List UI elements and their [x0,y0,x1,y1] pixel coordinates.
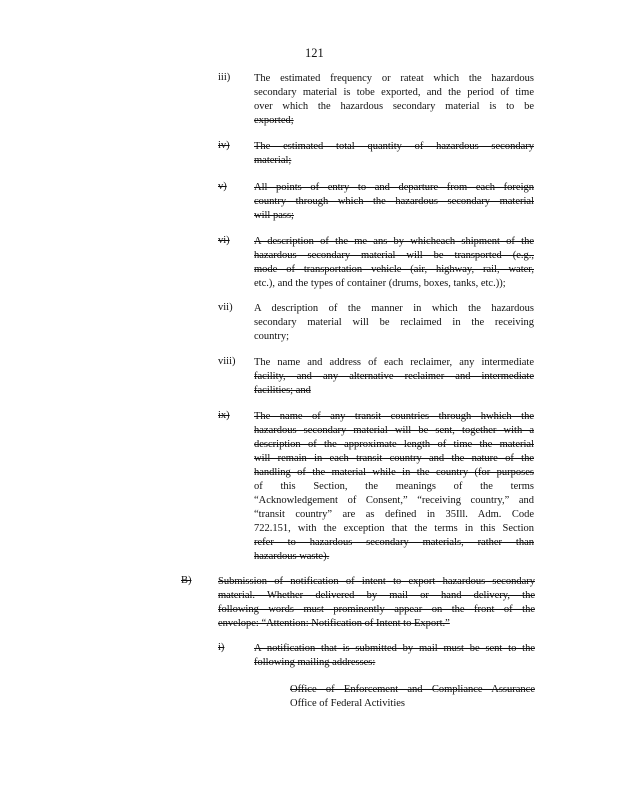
list-item-1-label: iii) [218,72,231,83]
list-item-7-line: hazardous waste). [254,551,330,562]
list-item-7-line: 722.151, with the exception that the terms in this Section [254,523,534,534]
list-item-1-line: secondary material is tobe exported, and the period of time [254,87,534,98]
list-item-4-line: mode of transportation vehicle (air, highway, rail, water, [254,264,534,275]
list-item-6-line: facilities; and [254,385,311,396]
list-item-6-text [254,356,534,398]
list-item-4-line: A description of the me ans by whicheach shipment of the [254,236,534,247]
section-b-line: following words must prominently appear on the front of the [218,604,535,615]
mailing-address-text [290,683,535,711]
list-item-3-label: v) [218,181,227,192]
list-item-2-line: material; [254,155,292,166]
list-item-2-text [254,140,534,168]
list-item-5-text [254,302,534,344]
section-b-label: B) [181,575,192,586]
list-item-2-line: The estimated total quantity of hazardous secondary [254,141,534,152]
list-item-1-text [254,72,534,128]
subsection-i-text [254,642,535,670]
list-item-4-text [254,235,534,291]
list-item-7-line: of this Section, the meanings of the terms [254,481,534,492]
subsection-i-line: A notification that is submitted by mail must be sent to the [254,643,535,654]
section-b-line: material. Whether delivered by mail or hand delivery, the [218,590,535,601]
mailing-address-line: Office of Federal Activities [290,698,405,709]
list-item-3-line: will pass; [254,210,294,221]
list-item-7-line: handling of the material while in the country (for purposes [254,467,534,478]
list-item-7-label: ix) [218,410,230,421]
list-item-4-line: etc.), and the types of container (drums, boxes, tanks, etc.)); [254,278,506,289]
section-b-text [218,575,535,631]
list-item-5-line: secondary material will be reclaimed in the receiving [254,317,534,328]
subsection-i-line: following mailing addresses: [254,657,376,668]
list-item-3-line: All points of entry to and departure from each foreign [254,182,534,193]
list-item-4-line: hazardous secondary material will be transported (e.g., [254,250,534,261]
list-item-7-line: The name of any transit countries through hwhich the [254,411,534,422]
list-item-1-line: over which the hazardous secondary material is to be [254,101,534,112]
section-b-line: Submission of notification of intent to export hazardous secondary [218,576,535,587]
list-item-7-line: description of the approximate length of time the material [254,439,534,450]
list-item-6-line: The name and address of each reclaimer, any intermediate [254,357,534,368]
list-item-1-line: The estimated frequency or rateat which the hazardous [254,73,534,84]
mailing-address-line: Office of Enforcement and Compliance Assurance [290,684,535,695]
list-item-7-line: will remain in each transit country and the nature of the [254,453,534,464]
list-item-1-line: exported; [254,115,294,126]
list-item-4-label: vi) [218,235,230,246]
list-item-6-label: viii) [218,356,236,367]
list-item-7-line: “transit country” are as defined in 35Ill. Adm. Code [254,509,534,520]
list-item-3-line: country through which the hazardous secondary material [254,196,534,207]
subsection-i-label: i) [218,642,225,653]
list-item-7-line: hazardous secondary material will be sent, together with a [254,425,534,436]
list-item-2-label: iv) [218,140,230,151]
page-number: 121 [305,46,324,60]
list-item-6-line: facility, and any alternative reclaimer and intermediate [254,371,534,382]
list-item-5-line: A description of the manner in which the hazardous [254,303,534,314]
list-item-7-line: refer to hazardous secondary materials, rather than [254,537,534,548]
list-item-5-label: vii) [218,302,233,313]
section-b-line: envelope: “Attention: Notification of Intent to Export.” [218,618,450,629]
list-item-7-text [254,410,534,564]
list-item-7-line: “Acknowledgement of Consent,” “receiving country,” and [254,495,534,506]
list-item-5-line: country; [254,331,289,342]
list-item-3-text [254,181,534,223]
